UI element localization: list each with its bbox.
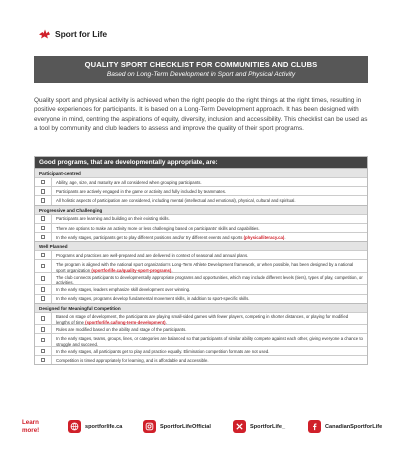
x-icon — [233, 420, 246, 433]
maple-leaf-icon — [38, 29, 51, 39]
checklist-row — [35, 312, 367, 325]
item-text: Programs and practices are well-prepared and are delivered in context of seasonal and annual plans. — [56, 252, 249, 258]
intro-paragraph: Quality sport and physical activity is achieved when the right people do the right things at the right times, resulting in positive experiences for participants. It is based on a Long-Term Development approach. It has been designed with everyone in mind, centring the aspirations of equity, diversity, inclusion and accessibility. This checklist can be used as a tool by community and club leaders to assess and improve the quality of their sport programs. — [34, 97, 368, 133]
logo — [38, 29, 107, 39]
section-title: Well Planned — [35, 241, 367, 250]
item-text: Competition is timed appropriately for learning, and is affordable and accessible. — [56, 357, 209, 363]
item-text: The program is aligned with the national sport organization's Long-Term Athlete Development framework, or when possible, has been designed by a national sport organization (sportforlife.ca/quality-sport-programs). — [56, 262, 354, 273]
checklist-row — [35, 250, 367, 259]
checklist-row — [35, 223, 367, 232]
instagram-icon — [143, 420, 156, 433]
item-text: Rules are modified based on the ability and stage of the participants. — [56, 326, 187, 332]
checkbox[interactable] — [41, 358, 46, 363]
item-link[interactable]: (physicalliteracy.ca) — [243, 234, 285, 240]
page-subtitle: Based on Long-Term Development in Sport and Physical Activity — [106, 71, 296, 78]
item-link[interactable]: (sportforlife.ca/quality-sport-programs) — [91, 267, 172, 273]
checklist-row — [35, 214, 367, 223]
website-icon — [68, 420, 81, 433]
footer-link-instagram[interactable] — [143, 420, 211, 433]
checkbox[interactable] — [41, 338, 46, 343]
checkbox[interactable] — [41, 189, 46, 194]
checklist-row — [35, 355, 367, 364]
checkbox[interactable] — [41, 264, 46, 269]
item-text: Based on stage of development, the participants are playing small-sided games with fewer players, competing in shorter distances, or playing for modified lengths of time (sportforlife.ca/long-term-development). — [56, 314, 349, 326]
item-text: There are options to make an activity more or less challenging based on participants' skills and capabilities. — [56, 225, 260, 231]
checkbox[interactable] — [41, 235, 46, 240]
checklist-row — [35, 177, 367, 186]
checklist-row — [35, 232, 367, 241]
footer-link-label: sportforlife.ca — [85, 423, 123, 430]
checkbox[interactable] — [41, 316, 46, 321]
item-text: Participants are learning and building on their existing skills. — [56, 216, 170, 222]
checklist-row — [35, 259, 367, 272]
checkbox[interactable] — [41, 198, 46, 203]
footer-link-facebook[interactable] — [308, 420, 382, 433]
footer — [18, 418, 388, 442]
checklist-row — [35, 324, 367, 333]
item-text: In the early stages, leaders emphasize skill development over winning. — [56, 287, 191, 293]
item-text: Participants are actively engaged in the game or activity and fully included by teammates. — [56, 188, 227, 194]
checklist-row — [35, 195, 367, 204]
checklist-row — [35, 333, 367, 346]
item-link[interactable]: (sportforlife.ca/long-term-development) — [85, 320, 166, 326]
footer-link-website[interactable] — [68, 420, 122, 433]
checklist-header: Good programs, that are developmentally appropriate, are: — [35, 157, 367, 168]
facebook-icon — [308, 420, 321, 433]
item-text: In the early stages, participants get to play different positions and/or try different events and sports (physicalliteracy.ca). — [56, 234, 286, 240]
item-text: In the early stages, programs develop fundamental movement skills, in addition to sport-specific skills. — [56, 296, 250, 302]
checkbox[interactable] — [41, 216, 46, 221]
page-title: QUALITY SPORT CHECKLIST FOR COMMUNITIES AND CLUBS — [84, 60, 318, 69]
title-banner — [34, 56, 368, 83]
section-title: Participant-centred — [35, 168, 367, 177]
footer-link-label: SportforLife_ — [250, 423, 286, 430]
checkbox[interactable] — [41, 287, 46, 292]
checklist-row — [35, 346, 367, 355]
section-title: Designed for Meaningful Competition — [35, 303, 367, 312]
checklist-row — [35, 272, 367, 285]
item-text: In the early stages, all participants get to play and practice equally. Elimination competition formats are not used. — [56, 348, 270, 354]
footer-link-label: SportforLifeOfficial — [160, 423, 211, 430]
checkbox[interactable] — [41, 349, 46, 354]
footer-link-x[interactable] — [233, 420, 285, 433]
logo-text: Sport for Life — [55, 29, 107, 39]
item-text: In the early stages, teams, groups, lines, or categories are balanced so that participants of similar ability compete against each other, giving everyone a chance to struggle and succeed. — [56, 336, 363, 347]
checklist-table — [34, 156, 368, 365]
footer-link-label: CanadianSportforLife — [325, 423, 383, 430]
checkbox[interactable] — [41, 327, 46, 332]
checkbox[interactable] — [41, 296, 46, 301]
item-text: The club connects participants to developmentally appropriate programs and opportunities, which may include different levels (tiers), types of play, competition, or activities. — [56, 274, 363, 286]
item-text: All holistic aspects of participation are considered, including mental (intellectual and emotional), physical, cultural and spiritual. — [56, 198, 296, 204]
checklist-row — [35, 294, 367, 303]
checkbox[interactable] — [41, 253, 46, 258]
checkbox[interactable] — [41, 180, 46, 185]
learn-more-label: Learn more! — [22, 419, 40, 434]
checkbox[interactable] — [41, 226, 46, 231]
checklist-row — [35, 186, 367, 195]
section-title: Progressive and Challenging — [35, 205, 367, 214]
checklist-row — [35, 284, 367, 293]
item-text: Ability, age, size, and maturity are all considered when grouping participants. — [56, 179, 202, 185]
checkbox[interactable] — [41, 276, 46, 281]
